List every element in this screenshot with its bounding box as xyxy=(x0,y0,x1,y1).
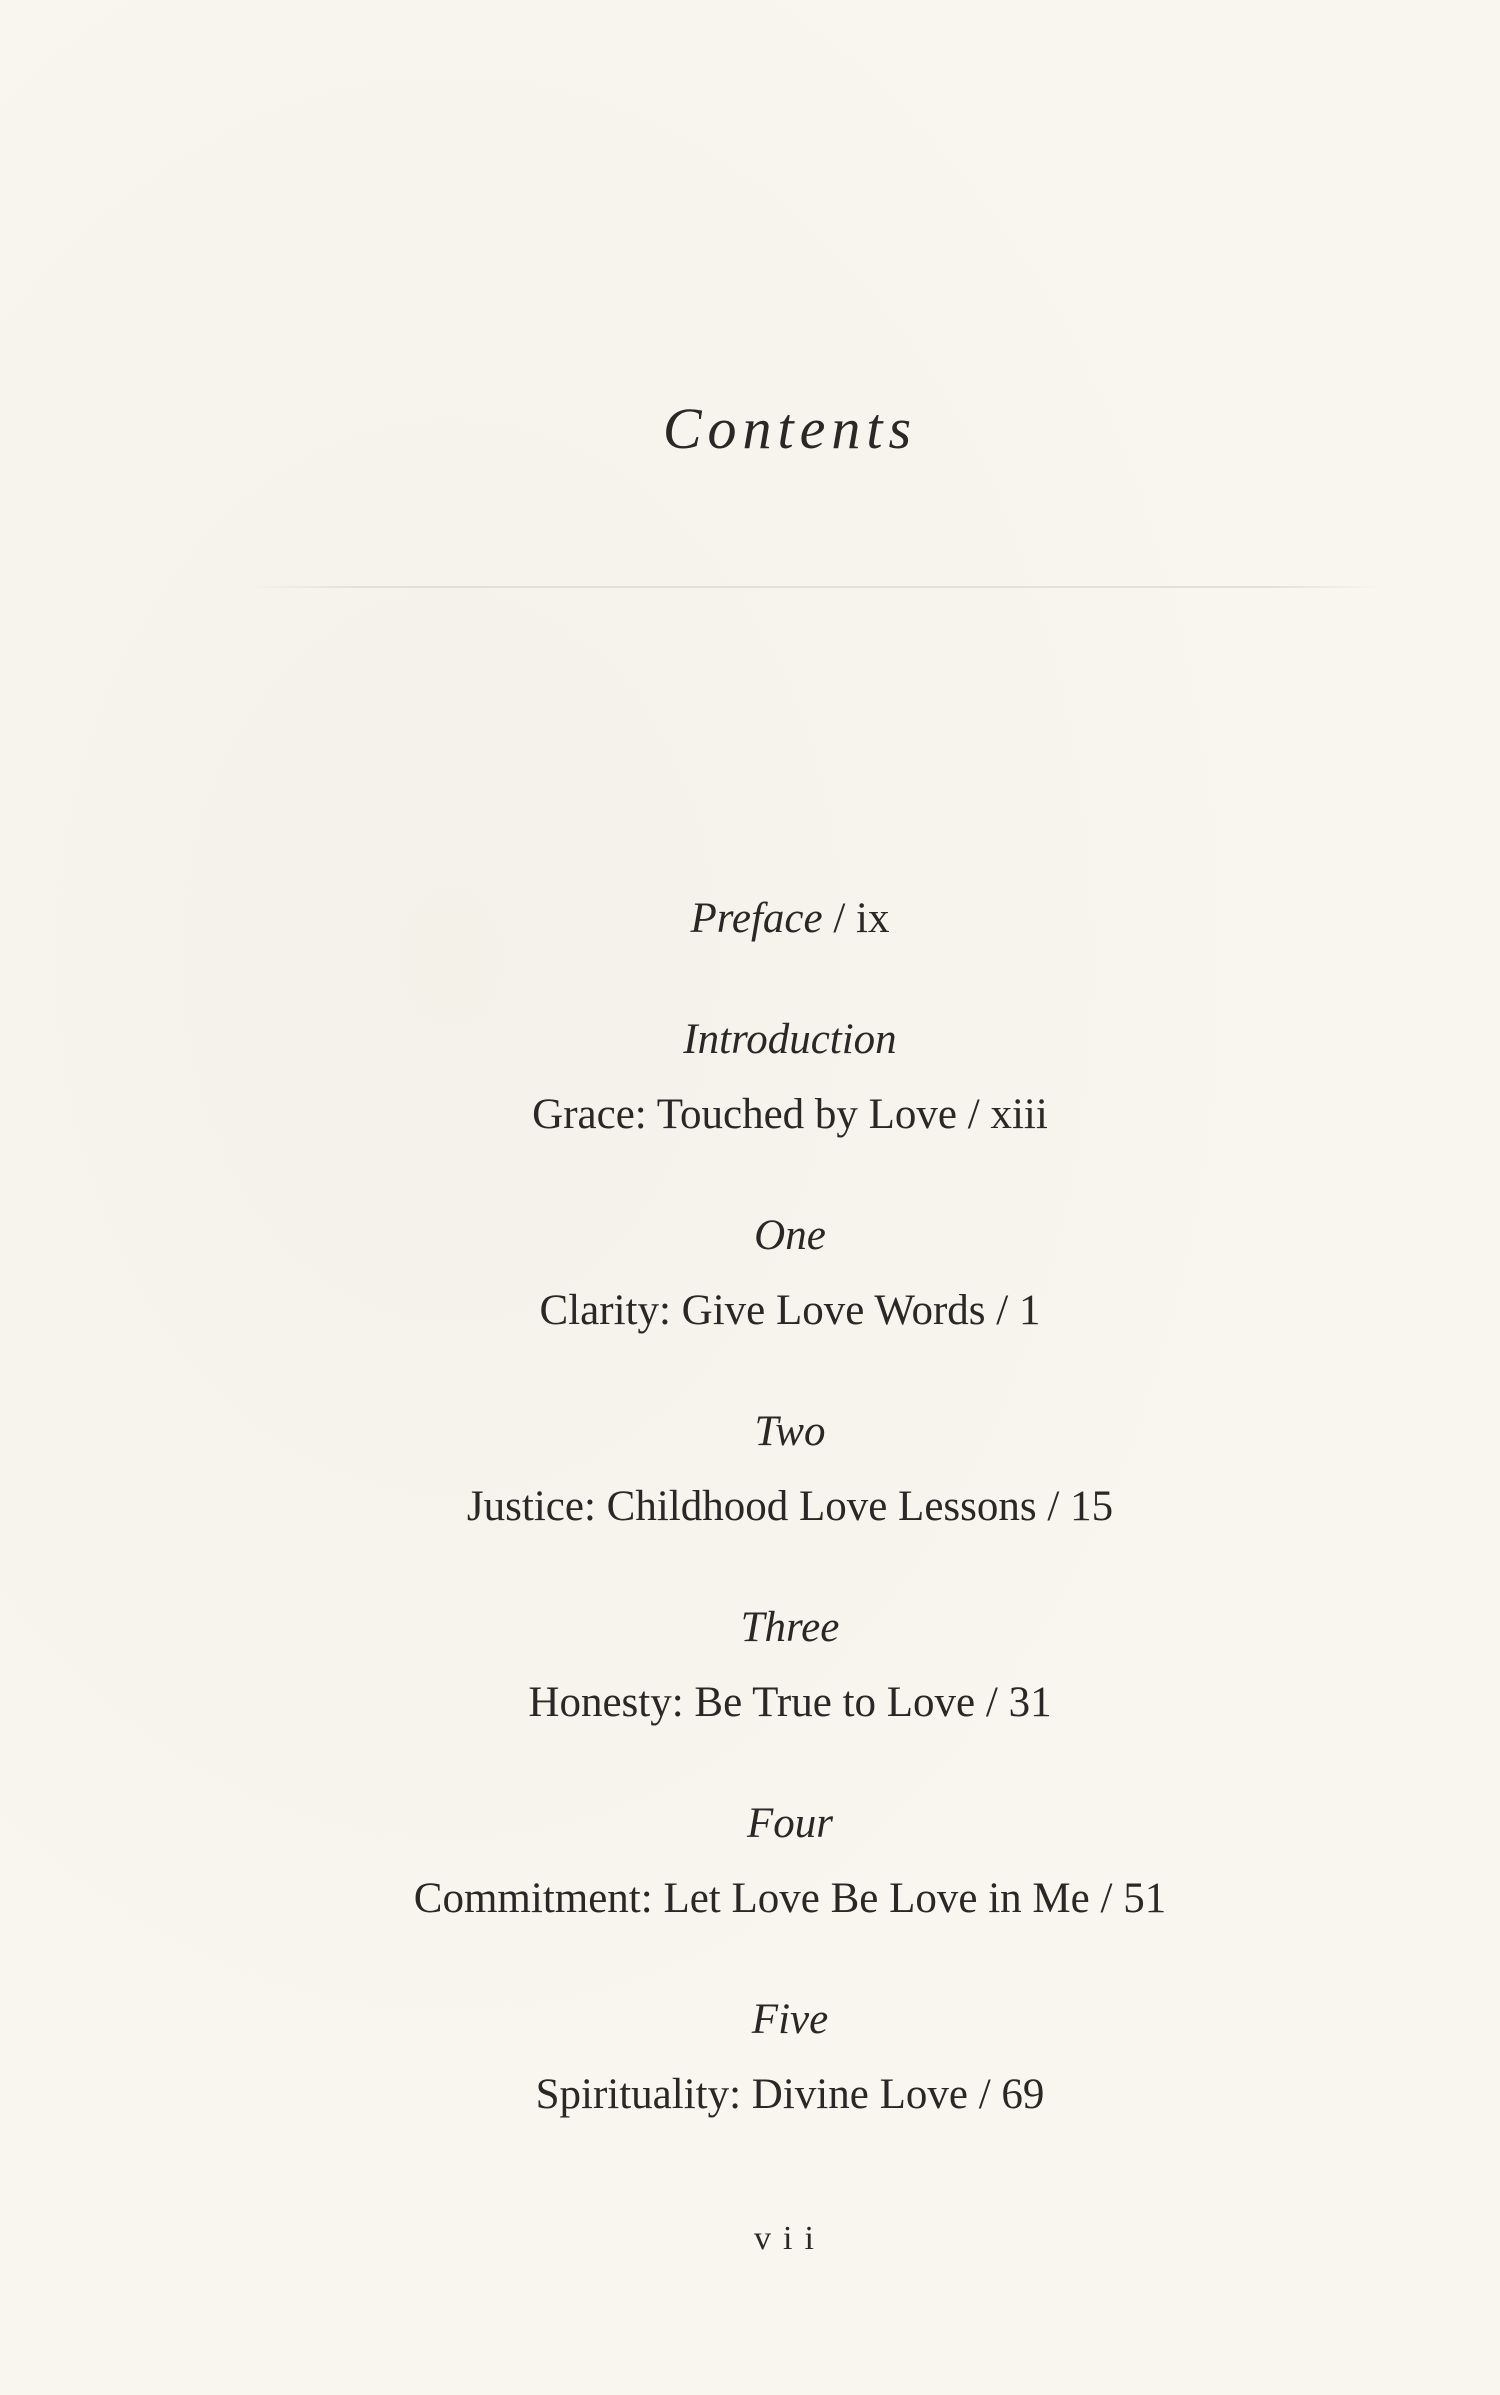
toc-entry-label: Preface xyxy=(690,895,823,942)
toc-separator: / xyxy=(1036,1483,1071,1530)
toc-page-number: 1 xyxy=(1018,1287,1041,1334)
toc-entry-title: Justice: Childhood Love Lessons xyxy=(466,1483,1037,1530)
toc-separator: / xyxy=(985,1287,1019,1334)
toc-entry xyxy=(0,2071,1500,2118)
toc-chapter-label: Five xyxy=(751,1996,829,2043)
toc-chapter-label: One xyxy=(754,1212,826,1259)
toc-chapter-label: Four xyxy=(747,1800,833,1847)
toc-chapter-label: Introduction xyxy=(683,1016,897,1063)
toc-page-number: ix xyxy=(856,895,890,942)
toc-page-number: 51 xyxy=(1123,1875,1167,1922)
toc-page-number: 15 xyxy=(1070,1483,1114,1530)
toc-separator: / xyxy=(1089,1875,1124,1922)
toc-entry-title: Grace: Touched by Love xyxy=(532,1091,958,1138)
toc-chapter-label: Two xyxy=(754,1408,826,1455)
toc-entry-title: Commitment: Let Love Be Love in Me xyxy=(413,1875,1090,1922)
toc-separator: / xyxy=(975,1679,1009,1726)
toc-entry-title: Spirituality: Divine Love xyxy=(535,2071,968,2118)
toc-separator: / xyxy=(967,2071,1002,2118)
toc-separator: / xyxy=(957,1091,991,1138)
toc-page-number: 31 xyxy=(1008,1679,1052,1726)
toc-entry-title: Clarity: Give Love Words xyxy=(539,1287,986,1334)
toc-entry-title: Honesty: Be True to Love xyxy=(528,1679,976,1726)
toc-entry-preface xyxy=(0,895,1500,942)
page-folio: vii xyxy=(754,2220,826,2257)
page-title: Contents xyxy=(662,396,918,461)
table-of-contents xyxy=(0,895,1500,2118)
title-divider xyxy=(245,586,1385,588)
toc-separator: / xyxy=(822,895,857,942)
toc-page-number: xiii xyxy=(990,1091,1048,1138)
toc-entry xyxy=(0,1875,1500,1922)
toc-page-number: 69 xyxy=(1001,2071,1045,2118)
toc-entry xyxy=(0,1483,1500,1530)
toc-entry xyxy=(0,1679,1500,1726)
toc-entry xyxy=(0,1091,1500,1138)
toc-chapter-label: Three xyxy=(740,1604,840,1651)
toc-entry xyxy=(0,1287,1500,1334)
